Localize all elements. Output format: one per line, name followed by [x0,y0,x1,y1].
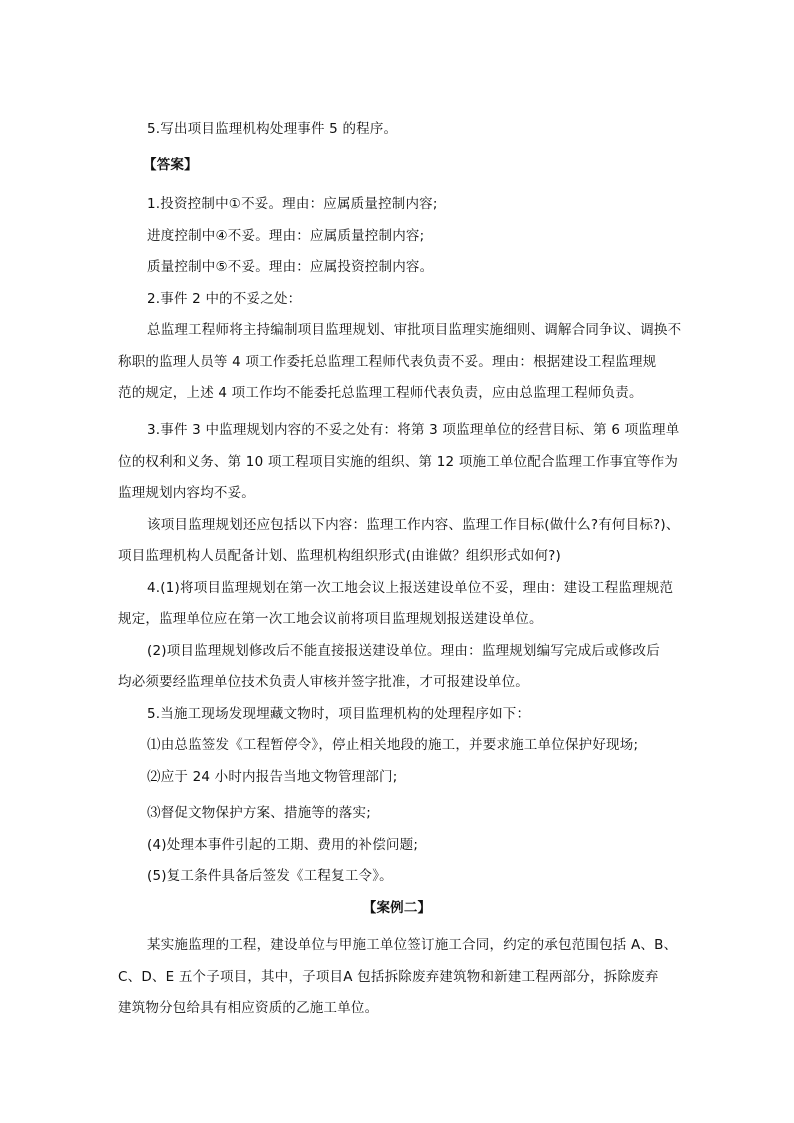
question-5: 5.写出项目监理机构处理事件 5 的程序。 [147,121,398,137]
answer-1-line-1: 1.投资控制中①不妥。理由：应属质量控制内容; [147,196,438,212]
answer-4-line-2: 规定，监理单位应在第一次工地会议前将项目监理规划报送建设单位。 [118,611,543,627]
answer-5-step-4: (4)处理本事件引起的工期、费用的补偿问题; [147,837,419,853]
answer-5-step-3: ⑶督促文物保护方案、措施等的落实; [147,805,371,821]
case-2-line-3: 建筑物分包给具有相应资质的乙施工单位。 [118,1000,379,1016]
answer-5-step-1: ⑴由总监签发《工程暂停令》，停止相关地段的施工，并要求施工单位保护好现场; [147,737,639,753]
answer-5-step-2: ⑵应于 24 小时内报告当地文物管理部门; [147,769,398,785]
case-2-line-1: 某实施监理的工程，建设单位与甲施工单位签订施工合同，约定的承包范围包括 A、B、 [147,937,678,953]
answer-2-line-1: 2.事件 2 中的不妥之处： [147,291,302,307]
answer-3-line-3: 监理规划内容均不妥。 [118,485,255,501]
answer-3-line-4: 该项目监理规划还应包括以下内容：监理工作内容、监理工作目标(做什么?有何目标?)、 [147,517,680,533]
answer-2-line-3: 称职的监理人员等 4 项工作委托总监理工程师代表负责不妥。理由：根据建设工程监理规 [118,354,657,370]
answer-1-line-2: 进度控制中④不妥。理由：应属质量控制内容; [147,228,425,244]
answer-5-line-1: 5.当施工现场发现埋藏文物时，项目监理机构的处理程序如下： [147,706,531,722]
answer-5-step-5: (5)复工条件具备后签发《工程复工令》。 [147,868,393,884]
answer-header: 【答案】 [143,157,198,173]
answer-4-line-3: (2)项目监理规划修改后不能直接报送建设单位。理由：监理规划编写完成后或修改后 [147,643,660,659]
answer-3-line-2: 位的权利和义务、第 10 项工程项目实施的组织、第 12 项施工单位配合监理工作事宜等作为 [118,454,679,470]
answer-4-line-4: 均必须要经监理单位技术负责人审核并签字批准，才可报建设单位。 [118,674,529,690]
case-2-header: 【案例二】 [362,900,432,916]
case-2-line-2: C、D、E 五个子项目，其中，子项目A 包括拆除废弃建筑物和新建工程两部分，拆除废弃 [118,969,659,985]
answer-2-line-2: 总监理工程师将主持编制项目监理规划、审批项目监理实施细则、调解合同争议、调换不 [147,322,682,338]
answer-3-line-5: 项目监理机构人员配备计划、监理机构组织形式(由谁做？组织形式如何?) [118,548,561,564]
answer-4-line-1: 4.(1)将项目监理规划在第一次工地会议上报送建设单位不妥，理由：建设工程监理规范 [147,580,674,596]
answer-2-line-4: 范的规定，上述 4 项工作均不能委托总监理工程师代表负责，应由总监理工程师负责。 [118,385,643,401]
answer-1-line-3: 质量控制中⑤不妥。理由：应属投资控制内容。 [147,259,434,275]
answer-3-line-1: 3.事件 3 中监理规划内容的不妥之处有：将第 3 项监理单位的经营目标、第 6 项监理单 [147,422,680,438]
